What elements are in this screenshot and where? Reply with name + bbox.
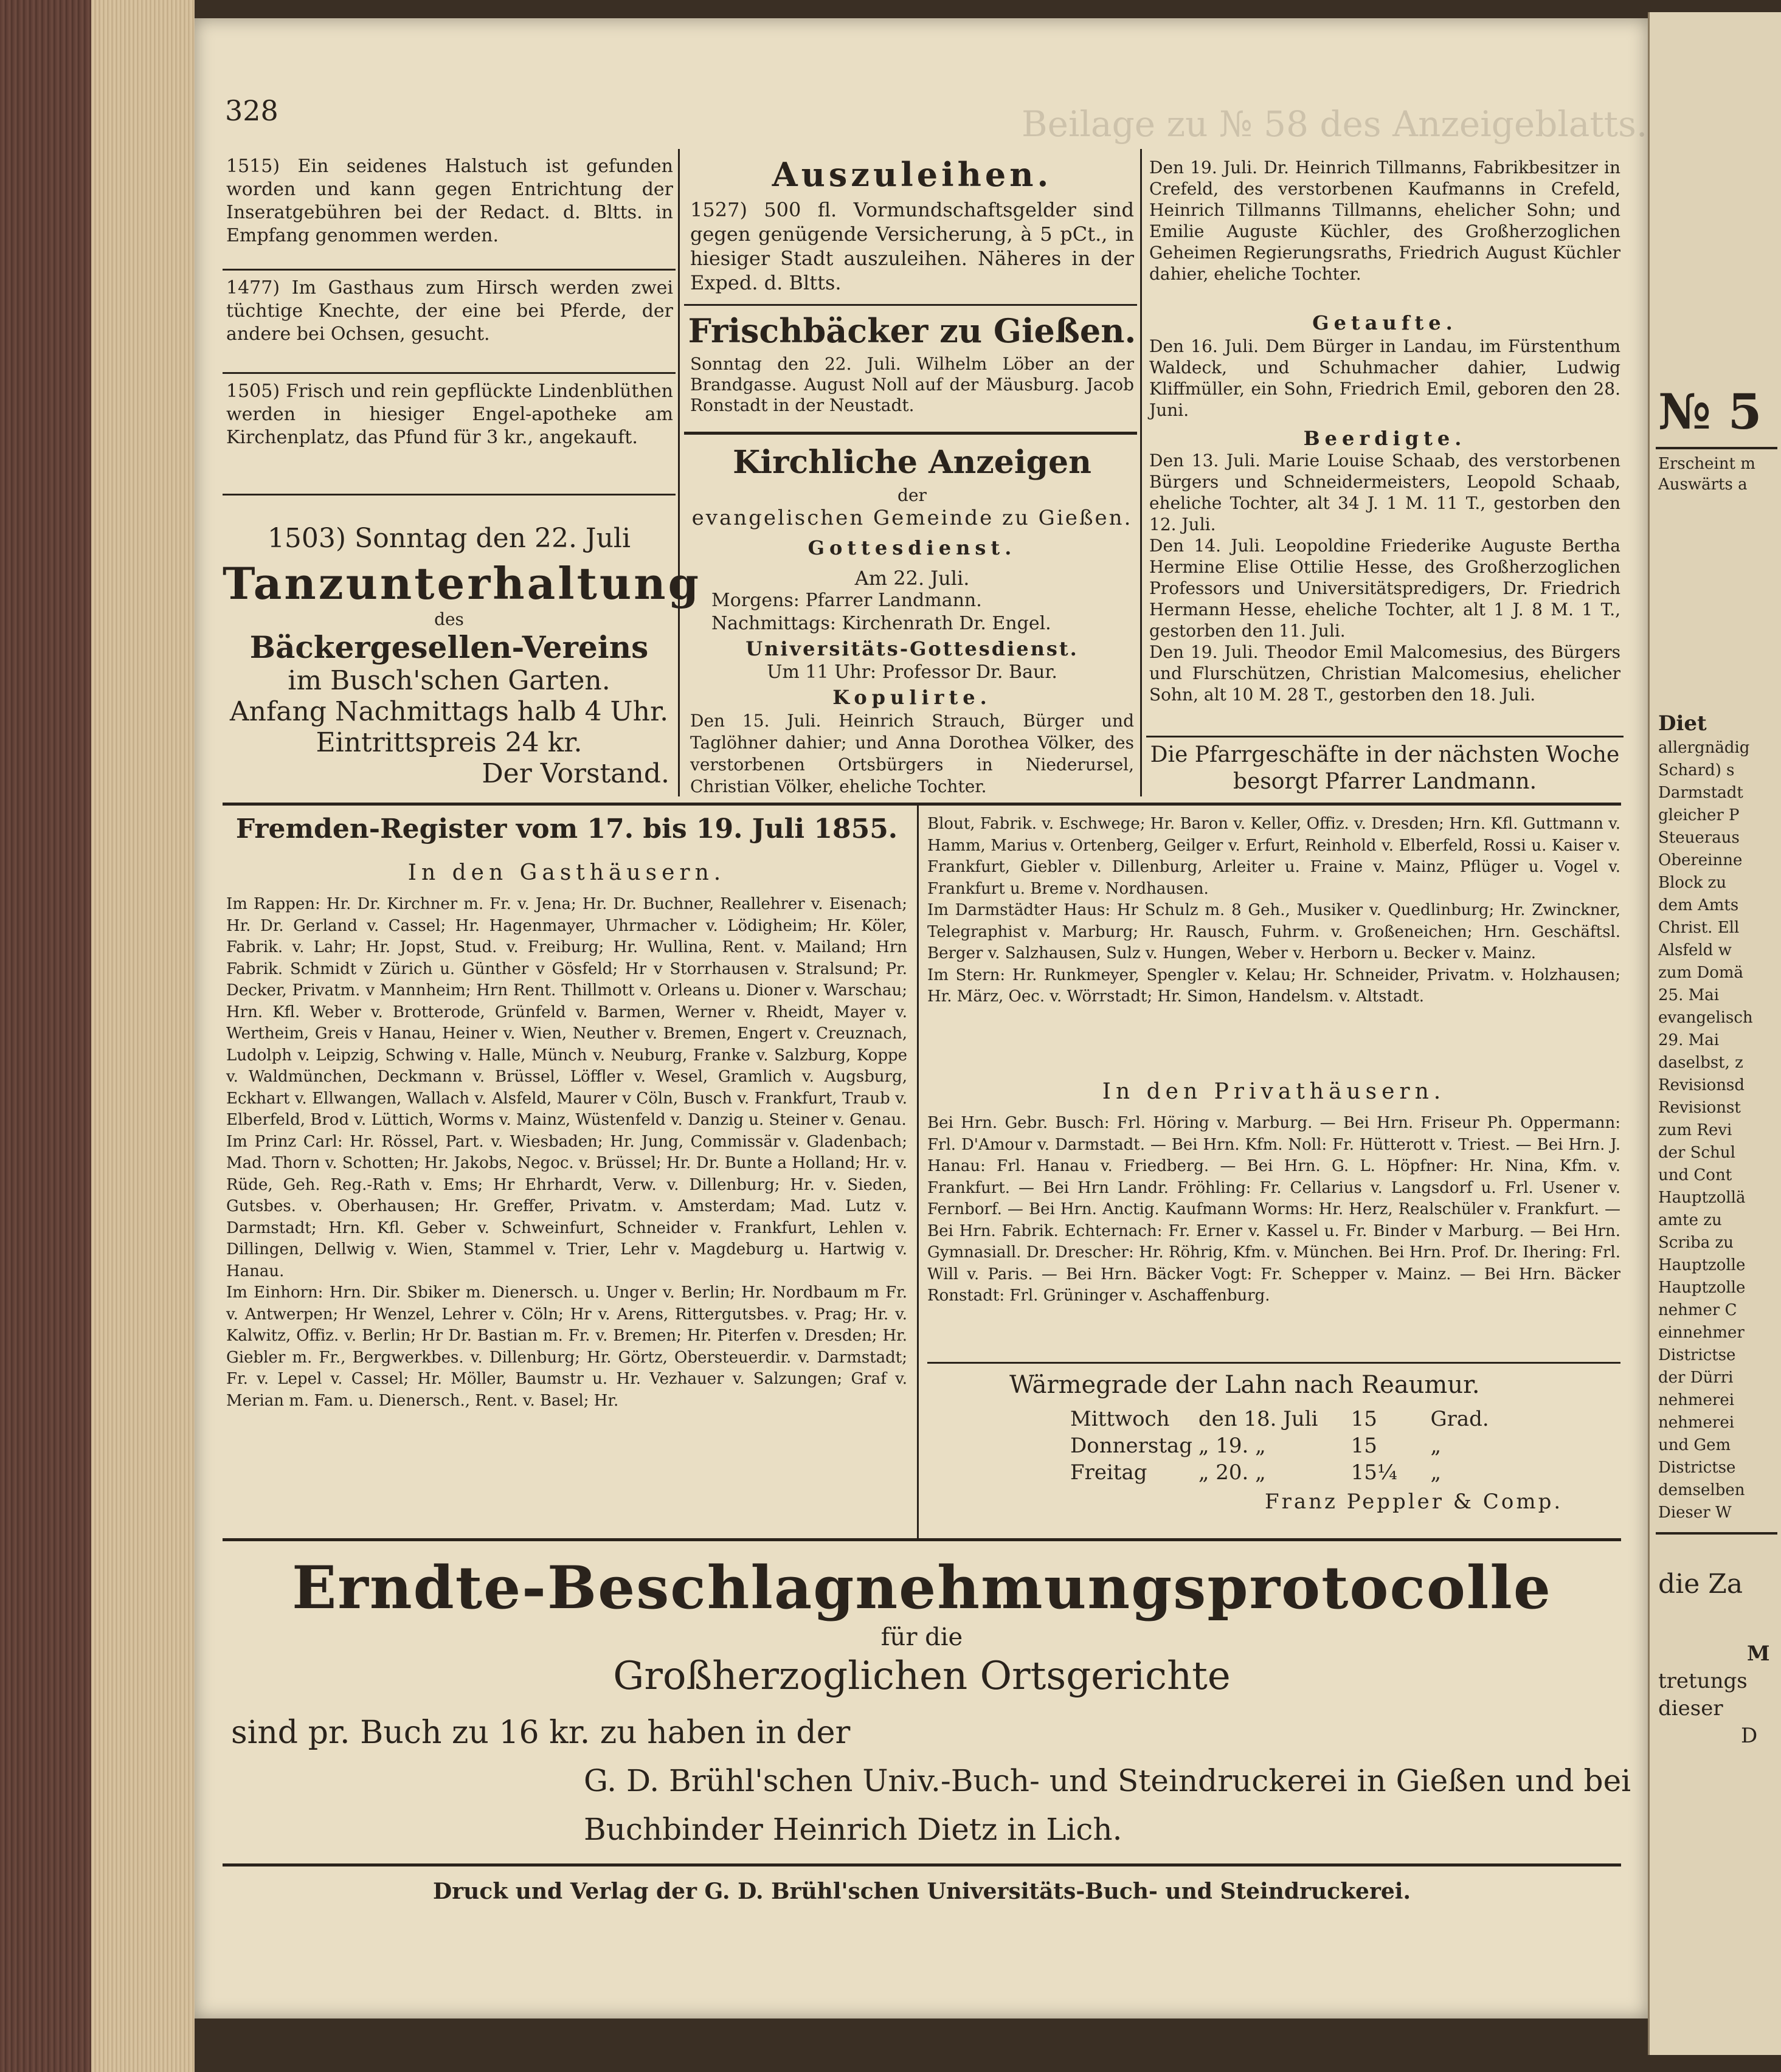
imprint: Druck und Verlag der G. D. Brühl'schen Universitäts-Buch- und Steindruckerei. [432, 1879, 1411, 1904]
next-page-line: Steueraus [1658, 829, 1740, 847]
waerme-title: Wärmegrade der Lahn nach Reaumur. [1009, 1371, 1480, 1399]
next-page-line: Auswärts a [1658, 475, 1748, 494]
next-page-line: der Schul [1658, 1144, 1735, 1162]
kopulirte-text: Den 15. Juli. Heinrich Strauch, Bürger und Taglöhner dahier; und Anna Dorothea Völker, des verstorbenen Ortsbürgers in Niederursel, Christian Völker, eheliche Tochter. [690, 711, 1134, 796]
fremden-title: Fremden-Register vom 17. bis 19. Juli 1855. [235, 813, 898, 844]
divider [927, 1362, 1620, 1364]
divider [223, 372, 676, 374]
tanz-date: 1503) Sonntag den 22. Juli [267, 523, 631, 554]
next-page-line: 29. Mai [1658, 1031, 1720, 1049]
next-page-line: tretungs [1658, 1669, 1748, 1693]
waerme-day: Donnerstag [1070, 1434, 1193, 1458]
auszuleihen-title: Auszuleihen. [772, 155, 1053, 194]
next-page-line: gleicher P [1658, 806, 1740, 824]
next-page-line: Revisionsd [1658, 1076, 1745, 1094]
next-page-line: Diet [1658, 711, 1707, 736]
next-page-line: die Za [1658, 1569, 1743, 1600]
section-rule [223, 1863, 1621, 1867]
beerdigte-text-3: Den 19. Juli. Theodor Emil Malcomesius, des Bürgers und Flurschützen, Christian Malcomesius, ehelicher Sohn, alt 10 M. 28 T., gestorben den 18. Juli. [1149, 642, 1620, 705]
column-rule [917, 806, 919, 1541]
ad-1505: 1505) Frisch und rein gepflückte Lindenblüthen werden in hiesiger Engel-apotheke am Kirchenplatz, das Pfund für 3 kr., angekauft. [226, 381, 673, 448]
next-page-line: Schard) s [1658, 761, 1735, 779]
next-page-line: Districtse [1658, 1346, 1736, 1364]
column-rule [1140, 149, 1142, 796]
next-page-line: nehmer C [1658, 1301, 1737, 1319]
next-page-line: und Cont [1658, 1166, 1732, 1184]
next-page-line: zum Domä [1658, 964, 1744, 982]
gasthaeuser-heading: In den Gasthäusern. [407, 860, 726, 885]
next-page-number: № 5 [1658, 383, 1762, 440]
next-page-line: Christ. Ell [1658, 919, 1740, 937]
waerme-date: „ 20. „ [1198, 1460, 1266, 1485]
next-page-line: nehmerei [1658, 1391, 1735, 1409]
waerme-value: 15 [1350, 1407, 1377, 1431]
erndte-title: Erndte-Beschlagnehmungsprotocolle [292, 1553, 1552, 1622]
next-page-line: nehmerei [1658, 1414, 1735, 1432]
morgens: Morgens: Pfarrer Landmann. [711, 590, 982, 611]
next-page-line: dieser [1658, 1696, 1723, 1721]
waerme-row [1070, 1459, 1489, 1486]
getaufte-heading: Getaufte. [1312, 311, 1458, 334]
tanz-verein: Bäckergesellen-Vereins [249, 629, 649, 665]
waerme-unit: Grad. [1430, 1407, 1489, 1431]
kirchliche-der: der [897, 485, 927, 505]
divider [1146, 736, 1624, 737]
next-page-line: Dieser W [1658, 1504, 1732, 1522]
next-page-line: D [1741, 1724, 1758, 1748]
next-page-line: amte zu [1658, 1211, 1722, 1229]
tanz-des: des [434, 609, 464, 629]
auszuleihen-text: 1527) 500 fl. Vormundschaftsgelder sind gegen genügende Versicherung, à 5 pCt., in hiesiger Stadt auszuleihen. Näheres in der Exped. d. Bltts. [690, 198, 1134, 294]
next-page-line: einnehmer [1658, 1324, 1745, 1342]
next-page-edge [1648, 12, 1781, 2055]
waerme-value: 15¼ [1350, 1460, 1397, 1485]
kirchliche-title: Kirchliche Anzeigen [733, 444, 1091, 481]
next-page-line: evangelisch [1658, 1009, 1753, 1027]
column-rule [678, 149, 680, 796]
next-page-line: zum Revi [1658, 1121, 1732, 1139]
erndte-line3: Buchbinder Heinrich Dietz in Lich. [584, 1812, 1122, 1847]
next-page-line: Erscheint m [1658, 455, 1755, 473]
nachmittags: Nachmittags: Kirchenrath Dr. Engel. [711, 613, 1051, 634]
next-page-line: Hauptzollä [1658, 1189, 1746, 1207]
divider [684, 304, 1137, 306]
fremden-text-left: Im Rappen: Hr. Dr. Kirchner m. Fr. v. Jena; Hr. Dr. Buchner, Reallehrer v. Eisenach; Hr. Dr. Gerland v. Cassel; Hr. Hagenmayer, Uhrmacher v. Lödigheim; Hr. Köler, Fabrik. v. Lahr; Hr. Jopst, Stud. v. Freiburg; Hr. Wullina, Rent. v. Mailand; Hrn Fabrik. Schmidt v Zürich u. Günther v Gösfeld; Hr v Storrhausen v. Stralsund; Pr. Decker, Privatm. v Mannheim; Hrn Rent. Thillmott v. Orleans u. Dioner v. Warschau; Hrn. Kfl. Weber v. Brotterode, Grünfeld v. Barmen, Werner v. Rheidt, Mayer v. Wertheim, Greis v Hanau, Heiner v. Wien, Neuther v. Bremen, Engert v. Creuznach, Ludolph v. Leipzig, Schwing v. Halle, Münch v. Neuburg, Franke v. Salzburg, Koppe v. Waldmünchen, Deckmann v. Brüssel, Löffler v. Wesel, Gramlich v. Augsburg, Eckhart v. Ellwangen, Wallach v. Alsfeld, Maurer v Cöln, Busch v. Frankfurt, Traub v. Elberfeld, Brod v. Lüttich, Worms v. Mainz, Wüstenfeld v. Danzig u. Steiner v. Genau. Im Prinz Carl: Hr. Rössel, Part. v. Wiesbaden; Hr. Jung, Commissär v. Gladenbach; Mad. Thorn v. Schotten; Hr. Jakobs, Negoc. v. Brüssel; Hr. Dr. Bunte a Holland; Hr. v. Rüde, Geh. Reg.-Rath v. Ems; Hr Ehrhardt, Verw. v. Dillenburg; Hr. v. Sieden, Gutsbes. v. Oberhausen; Hr. Greffer, Privatm. v. Amsterdam; Mad. Lutz v. Darmstadt; Hrn. Kfl. Geber v. Schweinfurt, Schneider v. Frankfurt, Lehlen v. Dillingen, Dellwig v. Wien, Stammel v. Trier, Lehr v. Magdeburg u. Hartwig v. Hanau. Im Einhorn: Hrn. Dir. Sbiker m. Dienersch. u. Unger v. Berlin; Hr. Nordbaum m Fr. v. Antwerpen; Hr Wenzel, Lehrer v. Cöln; Hr v. Arens, Rittergutsbes. v. Prag; Hr. v. Kalwitz, Offiz. v. Berlin; Hr Dr. Bastian m. Fr. v. Bremen; Hr. Piterfen v. Dresden; Hr. Giebler m. Fr., Bergwerkbes. v. Dillenburg; Hr. Görtz, Obersteuerdir. v. Darmstadt; Fr. v. Lepel v. Cassel; Hr. Möller, Baumstr u. Hr. Vezhauer v. Salzungen; Graf v. Merian m. Fam. u. Dienersch., Rent. v. Basel; Hr. [226, 895, 907, 1410]
um-11: Um 11 Uhr: Professor Dr. Baur. [767, 661, 1057, 683]
waerme-date: „ 19. „ [1198, 1434, 1266, 1458]
next-page-line: Block zu [1658, 874, 1727, 892]
next-page-line: Scriba zu [1658, 1234, 1734, 1252]
next-page-line: allergnädig [1658, 739, 1750, 757]
waerme-value: 15 [1350, 1434, 1377, 1458]
tanz-vorstand: Der Vorstand. [482, 758, 669, 789]
waerme-row [1070, 1432, 1489, 1459]
frischbaecker-text: Sonntag den 22. Juli. Wilhelm Löber an der Brandgasse. August Noll auf der Mäusburg. Jacob Ronstadt in der Neustadt. [690, 354, 1134, 415]
divider [223, 494, 676, 496]
erndte-fuer-die: für die [880, 1623, 963, 1651]
divider [684, 432, 1137, 435]
pfarr-notice: Die Pfarrgeschäfte in der nächsten Woche besorgt Pfarrer Landmann. [1150, 742, 1620, 794]
waerme-unit: „ [1430, 1460, 1442, 1485]
waerme-signature: Franz Peppler & Comp. [1265, 1490, 1563, 1514]
next-page-line: daselbst, z [1658, 1054, 1743, 1072]
beerdigte-text-2: Den 14. Juli. Leopoldine Friederike Auguste Bertha Hermine Elise Ottilie Hesse, des Großherzoglichen Professors und Universitätspredigers, Dr. Friedrich Hermann Hesse, eheliche Tochter, alt 1 J. 8 M. 1 T., gestorben den 11. Juli. [1149, 536, 1620, 641]
tanz-eintritt: Eintrittspreis 24 kr. [316, 727, 583, 758]
next-page-line: der Dürri [1658, 1369, 1734, 1387]
running-header: Beilage zu № 58 des Anzeigeblatts. [1022, 103, 1648, 145]
tanz-ort: im Busch'schen Garten. [288, 665, 610, 696]
beerdigte-heading: Beerdigte. [1303, 427, 1467, 450]
tanz-anfang: Anfang Nachmittags halb 4 Uhr. [229, 696, 669, 727]
erndte-sub: Großherzoglichen Ortsgerichte [613, 1654, 1231, 1699]
trauung-text: Den 19. Juli. Dr. Heinrich Tillmanns, Fabrikbesitzer in Crefeld, des verstorbenen Kaufmanns in Crefeld, Heinrich Tillmanns Tillmanns, ehelicher Sohn; und Emilie Auguste Küchler, des Großherzoglichen Geheimen Regierungsraths, Friedrich August Küchler dahier, eheliche Tochter. [1149, 157, 1620, 284]
next-page-line: demselben [1658, 1481, 1745, 1499]
next-page-line: Revisionst [1658, 1099, 1741, 1117]
next-page-line: und Gem [1658, 1436, 1731, 1454]
next-page-line: Hauptzolle [1658, 1279, 1746, 1297]
next-page-line: Districtse [1658, 1459, 1736, 1477]
divider [1656, 447, 1777, 449]
next-page-line: M [1747, 1642, 1770, 1666]
waerme-date: den 18. Juli [1198, 1407, 1318, 1431]
page-stack-edge [91, 0, 195, 2072]
ad-1515: 1515) Ein seidenes Halstuch ist gefunden worden und kann gegen Entrichtung der Inseratgebühren bei der Redact. d. Bltts. in Empfang genommen werden. [226, 156, 673, 246]
next-page-line: dem Amts [1658, 896, 1739, 914]
erndte-line1: sind pr. Buch zu 16 kr. zu haben in der [231, 1715, 851, 1751]
gottesdienst-heading: Gottesdienst. [808, 536, 1017, 559]
newspaper-page [195, 18, 1648, 2018]
next-page-line: Alsfeld w [1658, 941, 1732, 959]
privathaeuser-heading: In den Privathäusern. [1102, 1079, 1446, 1104]
next-page-line: Hauptzolle [1658, 1256, 1746, 1274]
divider [223, 269, 676, 271]
tanz-ad [223, 499, 701, 799]
beerdigte-text-1: Den 13. Juli. Marie Louise Schaab, des verstorbenen Bürgers und Schneidermeisters, Leopold Schaab, eheliche Tochter, alt 34 J. 1 M. 11 T., gestorben den 12. Juli. [1149, 451, 1620, 534]
waerme-day: Mittwoch [1070, 1407, 1170, 1431]
waerme-table [1070, 1406, 1489, 1486]
next-page-line: 25. Mai [1658, 986, 1720, 1004]
universitaet-heading: Universitäts-Gottesdienst. [745, 637, 1079, 660]
getaufte-text: Den 16. Juli. Dem Bürger in Landau, im Fürstenthum Waldeck, und Schuhmacher dahier, Ludwig Kliffmüller, ein Sohn, Friedrich Emil, geboren den 28. Juni. [1149, 336, 1620, 420]
section-rule [223, 1538, 1621, 1541]
kirchliche-sub: evangelischen Gemeinde zu Gießen. [691, 506, 1133, 530]
erndte-line2: G. D. Brühl'schen Univ.-Buch- und Steindruckerei in Gießen und bei [584, 1763, 1631, 1798]
fremden-text-right-2: Bei Hrn. Gebr. Busch: Frl. Höring v. Marburg. — Bei Hrn. Friseur Ph. Oppermann: Frl. D'Amour v. Darmstadt. — Bei Hrn. Kfm. Noll: Fr. Hütterott v. Triest. — Bei Hrn. J. Hanau: Frl. Hanau v. Friedberg. — Bei Hrn. G. L. Höpfner: Hr. Nina, Kfm. v. Frankfurt. — Bei Hrn Landr. Fröhling: Fr. Cellarius v. Langsdorf u. Frl. Usener v. Fernborf. — Bei Hrn. Anctig. Kaufmann Worms: Hr. Herz, Realschüler v. Frankfurt. — Bei Hrn. Fabrik. Echternach: Fr. Erner v. Kassel u. Fr. Binder v Marburg. — Bei Hrn. Gymnasiall. Dr. Drescher: Hr. Röhrig, Kfm. v. München. Bei Hrn. Prof. Dr. Ihering: Frl. Will v. Paris. — Bei Hrn. Bäcker Vogt: Fr. Schepper v. Mainz. — Bei Hrn. Bäcker Ronstadt: Frl. Grüninger v. Aschaffenburg. [927, 1114, 1620, 1305]
frischbaecker-title: Frischbäcker zu Gießen. [688, 311, 1136, 350]
waerme-unit: „ [1430, 1434, 1442, 1458]
section-rule [223, 803, 1621, 806]
waerme-row [1070, 1406, 1489, 1432]
am-datum: Am 22. Juli. [854, 567, 970, 590]
next-page-line: Obereinne [1658, 851, 1743, 869]
waerme-day: Freitag [1070, 1460, 1147, 1485]
ad-1477: 1477) Im Gasthaus zum Hirsch werden zwei tüchtige Knechte, der eine bei Pferde, der andere bei Ochsen, gesucht. [226, 277, 673, 345]
tanz-title: Tanzunterhaltung [223, 558, 701, 609]
divider [1656, 1532, 1777, 1535]
fremden-text-right-1: Blout, Fabrik. v. Eschwege; Hr. Baron v. Keller, Offiz. v. Dresden; Hrn. Kfl. Guttmann v. Hamm, Marius v. Ortenberg, Geilger v. Erfurt, Reinhold v. Elberfeld, Rossi u. Kaiser v. Frankfurt, Giebler v. Dillenburg, Arleiter u. Fraine v. Mainz, Pflüger u. Vogel v. Frankfurt u. Breme v. Nordhausen. Im Darmstädter Haus: Hr Schulz m. 8 Geh., Musiker v. Quedlinburg; Hr. Zwinckner, Telegraphist v. Marburg; Hr. Rausch, Fuhrm. v. Großeneichen; Hrn. Geschäftsl. Berger v. Salzhausen, Sulz v. Hungen, Weber v. Herborn u. Becker v. Mainz. Im Stern: Hr. Runkmeyer, Spengler v. Kelau; Hr. Schneider, Privatm. v. Holzhausen; Hr. März, Oec. v. Wörrstadt; Hr. Simon, Handelsm. v. Altstadt. [927, 815, 1620, 1006]
page-number: 328 [225, 94, 278, 127]
next-page-line: Darmstadt [1658, 784, 1743, 802]
kopulirte-heading: Kopulirte. [832, 686, 992, 709]
